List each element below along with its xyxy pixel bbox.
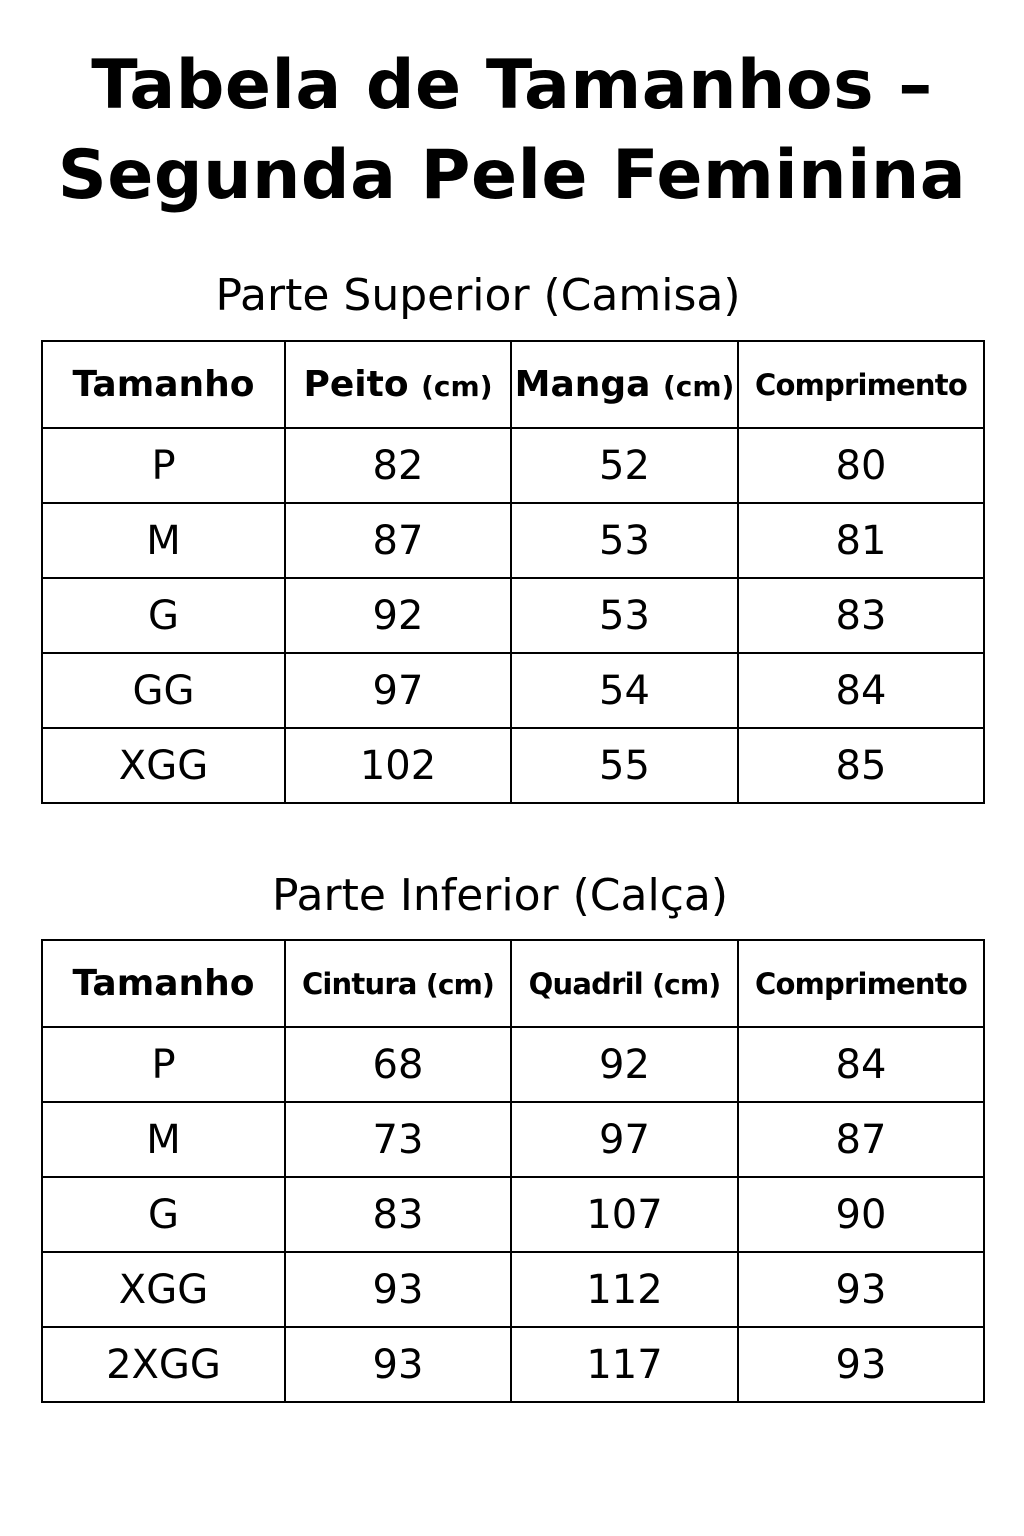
cell-size: G: [42, 1177, 285, 1252]
cell-waist: 93: [285, 1252, 511, 1327]
cell-hip: 107: [511, 1177, 738, 1252]
header-chest: [285, 341, 511, 428]
cell-size: M: [42, 1102, 285, 1177]
cell-length: 90: [738, 1177, 984, 1252]
cell-size: P: [42, 1027, 285, 1102]
header-length: Comprimento: [738, 940, 984, 1027]
cell-sleeve: 53: [511, 503, 738, 578]
cell-length: 84: [738, 653, 984, 728]
cell-size: XGG: [42, 728, 285, 803]
cell-chest: 97: [285, 653, 511, 728]
header-size: Tamanho: [42, 940, 285, 1027]
cell-chest: 102: [285, 728, 511, 803]
table-row: [42, 1252, 984, 1327]
table-row: [42, 653, 984, 728]
header-sleeve-label: Manga: [514, 364, 651, 405]
header-hip-label: Quadril: [528, 966, 643, 1001]
cell-hip: 117: [511, 1327, 738, 1402]
header-size: Tamanho: [42, 341, 285, 428]
cell-waist: 73: [285, 1102, 511, 1177]
cell-chest: 87: [285, 503, 511, 578]
cell-hip: 112: [511, 1252, 738, 1327]
header-waist: [285, 940, 511, 1027]
table-row: [42, 1027, 984, 1102]
cell-waist: 93: [285, 1327, 511, 1402]
top-section-heading: Parte Superior (Camisa): [215, 270, 741, 321]
cell-chest: 82: [285, 428, 511, 503]
header-length: Comprimento: [738, 341, 984, 428]
cell-sleeve: 53: [511, 578, 738, 653]
cell-size: G: [42, 578, 285, 653]
table-header-row: [42, 341, 984, 428]
page-title-line-1: Tabela de Tamanhos –: [91, 46, 933, 125]
header-sleeve: [511, 341, 738, 428]
cell-length: 85: [738, 728, 984, 803]
table-row: [42, 578, 984, 653]
cell-waist: 83: [285, 1177, 511, 1252]
header-waist-unit: (cm): [425, 967, 495, 1001]
cell-length: 80: [738, 428, 984, 503]
cell-waist: 68: [285, 1027, 511, 1102]
cell-length: 93: [738, 1327, 984, 1402]
table-row: [42, 728, 984, 803]
cell-sleeve: 52: [511, 428, 738, 503]
header-chest-label: Peito: [303, 364, 409, 405]
table-row: [42, 1327, 984, 1402]
top-size-table: [41, 340, 985, 804]
cell-size: XGG: [42, 1252, 285, 1327]
table-header-row: [42, 940, 984, 1027]
table-row: [42, 428, 984, 503]
cell-size: GG: [42, 653, 285, 728]
cell-length: 84: [738, 1027, 984, 1102]
bottom-size-table: [41, 939, 985, 1403]
cell-length: 83: [738, 578, 984, 653]
header-hip: [511, 940, 738, 1027]
cell-hip: 92: [511, 1027, 738, 1102]
header-chest-unit: (cm): [421, 370, 493, 403]
cell-length: 93: [738, 1252, 984, 1327]
cell-size: 2XGG: [42, 1327, 285, 1402]
header-sleeve-unit: (cm): [662, 370, 735, 403]
cell-size: M: [42, 503, 285, 578]
cell-sleeve: 54: [511, 653, 738, 728]
table-row: [42, 503, 984, 578]
table-row: [42, 1102, 984, 1177]
cell-length: 87: [738, 1102, 984, 1177]
table-row: [42, 1177, 984, 1252]
cell-length: 81: [738, 503, 984, 578]
bottom-section-heading: Parte Inferior (Calça): [271, 870, 729, 921]
header-waist-label: Cintura: [301, 966, 417, 1001]
cell-sleeve: 55: [511, 728, 738, 803]
cell-hip: 97: [511, 1102, 738, 1177]
cell-size: P: [42, 428, 285, 503]
page-title-line-2: Segunda Pele Feminina: [57, 136, 967, 215]
cell-chest: 92: [285, 578, 511, 653]
header-hip-unit: (cm): [652, 967, 721, 1001]
